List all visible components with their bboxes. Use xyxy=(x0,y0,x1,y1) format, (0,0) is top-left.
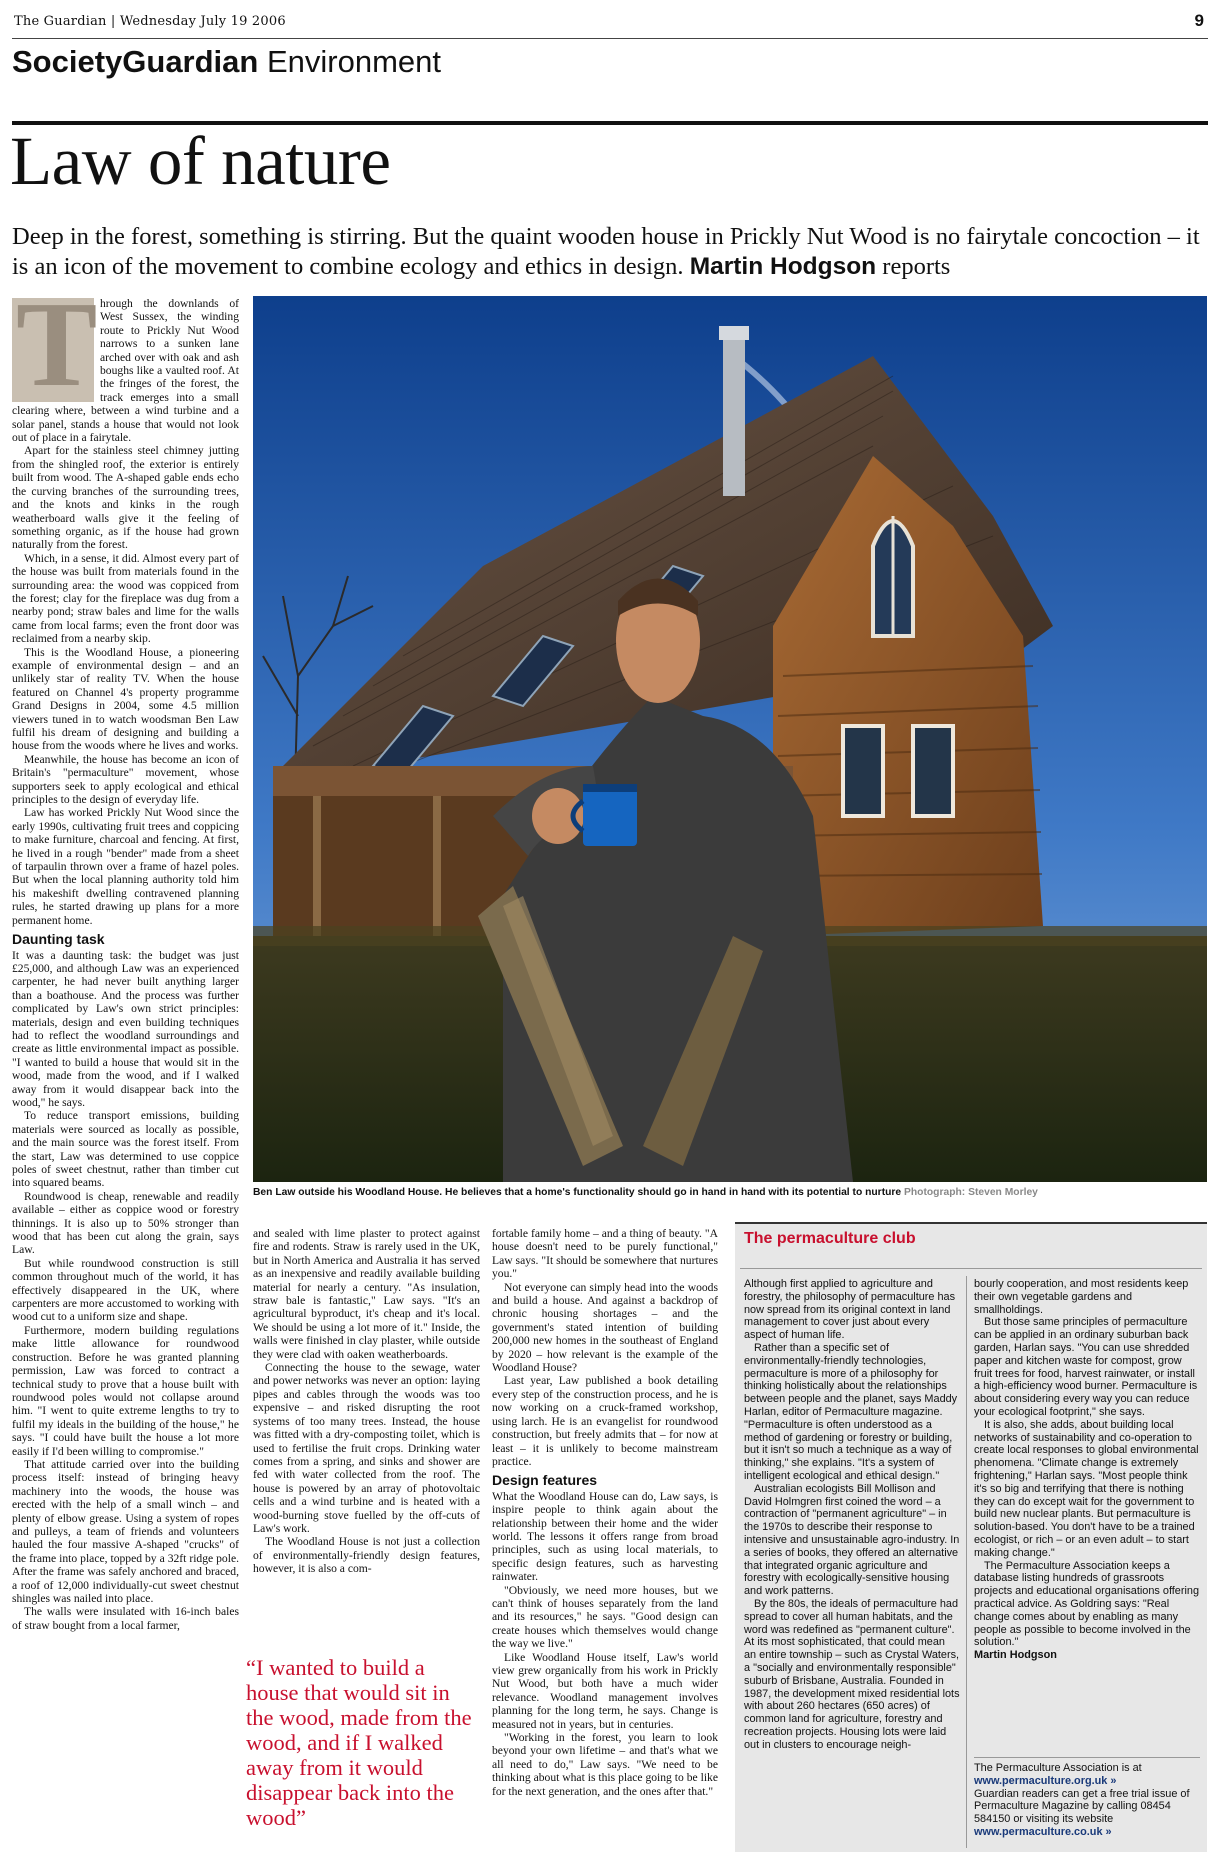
standfirst-text: Deep in the forest, something is stirring. But the quaint wooden house in Prickly Nut Wood is no fairytale concoction – it is an icon of the movement to combine ecology and ethics in design. xyxy=(12,223,1200,280)
paragraph: Which, in a sense, it did. Almost every part of the house was built from materials found in the surrounding area: the wood was coppiced from the forest; clay for the fireplace was dug from a nearby pond; straw bales and lime for the walls came from local farms; even the front door was reclaimed from a nearby skip. xyxy=(12,551,239,646)
page-number: 9 xyxy=(1194,11,1204,30)
section-title-light: Environment xyxy=(258,44,441,79)
paragraph: bourly cooperation, and most residents keep their own vegetable gardens and smallholdings. xyxy=(974,1278,1189,1316)
paragraph: This is the Woodland House, a pioneering example of environmental design – and an unlikely star of reality TV. When the house featured on Channel 4's property programme Grand Designs in 2004, some 4.5 million viewers tuned in to watch woodsman Ben Law fulfil his dream of designing and building a house from the woods where he lives and works. xyxy=(12,645,239,753)
headline: Law of nature xyxy=(10,123,391,199)
paragraph: Furthermore, modern building regulations make little allowance for roundwood construction. Before he was granted planning permission, Law was forced to contract a technical study to prove that a house built with roundwood poles would not collapse around him. "I went to quite extreme lengths to try to fulfil my ideals in the building of the house," he says. "I could have built the house a lot more easily if I'd been willing to compromise." xyxy=(12,1323,239,1458)
pull-quote: “I wanted to build a house that would sit in the wood, made from the wood, and if I walked away from it would disappear back into the wood” xyxy=(246,1655,472,1830)
photo-caption xyxy=(253,1187,1213,1198)
masthead-rule xyxy=(12,38,1208,39)
subheading: Daunting task xyxy=(12,931,105,948)
byline-name: Martin Hodgson xyxy=(689,253,877,280)
article-column-1 xyxy=(12,297,239,1849)
paragraph: Rather than a specific set of environmentally-friendly technologies, permaculture is more of a philosophy for thinking holistically about the relationships between people and the planet, says Maddy Harlan, editor of Permaculture magazine. "Permaculture is often understood as a method of gardening or forestry or building, but it isn't so much a technique as a way of thinking," she explains. "It's a system of intelligent ecological and ethical design." xyxy=(744,1341,958,1482)
paragraph: The Permaculture Association keeps a database listing hundreds of grassroots projects and educational organisations offering practical advice. As Goldring says: "Real change comes about by enabling as many people as possible to become involved in the solution." xyxy=(974,1559,1200,1649)
paragraph: Last year, Law published a book detailing every step of the construction process, and he is now working on a cruck-framed workshop, using larch. He is an evangelist for roundwood construction, but freely admits that – for now at least – it is unlikely to become mainstream practice. xyxy=(492,1374,718,1468)
info-line: Guardian readers can get a free trial issue of Permaculture Magazine by calling 08454 584150 or visiting its website xyxy=(974,1787,1190,1826)
subheading: Design features xyxy=(492,1472,598,1489)
paragraph: "Working in the forest, you learn to look beyond your own lifetime – and that's what we all need to do," Law says. "We need to be thinking about what is this place going to be like for the next generation, and the ones after that." xyxy=(492,1731,718,1798)
paragraph: Meanwhile, the house has become an icon of Britain's "permaculture" movement, whose supporters seek to apply ecological and ethical principles to the design of everyday life. xyxy=(12,752,239,807)
article-column-2 xyxy=(253,1227,480,1657)
paragraph: But while roundwood construction is still common throughout much of the world, it has effectively disappeared in the UK, where carpenters are more accustomed to working with wood cut to a uniform size and shape. xyxy=(12,1256,239,1324)
info-line: The Permaculture Association is at xyxy=(974,1762,1142,1774)
section-title-bold: SocietyGuardian xyxy=(12,44,259,79)
sidebar-title: The permaculture club xyxy=(744,1230,916,1247)
info-box xyxy=(974,1762,1204,1839)
paragraph: But those same principles of permaculture can be applied in an ordinary suburban back garden, Harlan says. "You can use shredded paper and kitchen waste for compost, grow fruit trees for food, harvest rainwater, or install a high-efficiency wood burner. Permaculture is about considering every way you can reduce your ecological footprint," she says. xyxy=(974,1316,1198,1418)
sidebar-column-1 xyxy=(744,1278,960,1846)
standfirst xyxy=(12,222,1212,282)
dropcap-box xyxy=(12,297,100,412)
paragraph: The Woodland House is not just a collection of environmentally-friendly design features, however, it is also a com- xyxy=(253,1535,480,1576)
dropcap-letter: T xyxy=(16,297,98,412)
paragraph: It was a daunting task: the budget was just £25,000, and although Law was an experienced carpenter, he had never built anything larger than a boathouse. And the process was further complicated by Law's own strict principles: materials, design and even building techniques had to reflect the woodland surroundings and create as little environmental impact as possible. "I wanted to build a house that would sit in the wood, made from the wood, and if I walked away from it would disappear back into the wood," he says. xyxy=(12,948,239,1109)
paragraph: and sealed with lime plaster to protect against fire and rodents. Straw is rarely used in the UK, but in North America and Australia it has served as an inexpensive and readily available building material for nearly a century. "As insulation, straw bale is fantastic," Law says. "It's an agricultural byproduct, it's cheap and it's local. We should be using a lot more of it." Inside, the walls were finished in clay plaster, while outside they were clad with oaken weatherboards. xyxy=(253,1227,480,1361)
masthead-date: The Guardian | Wednesday July 19 2006 xyxy=(14,14,286,29)
paragraph: To reduce transport emissions, building materials were sourced as locally as possible, and the main source was the forest itself. From the start, Law was determined to use coppice poles of sweet chestnut, rather than timber cut into squared beams. xyxy=(12,1109,239,1190)
sidebar-byline: Martin Hodgson xyxy=(974,1649,1057,1662)
paragraph: hrough the downlands of West Sussex, the winding route to Prickly Nut Wood narrows to a sunken lane arched over with oak and ash boughs like a vaulted roof. At the fringes of the forest, the track emerges into a small clearing where, between a wind turbine and a solar panel, stands a house that would not look out of place in a fairytale. xyxy=(12,297,239,445)
paragraph: fortable family home – and a thing of beauty. "A house doesn't need to be purely functional," Law says. "It should be somewhere that nurtures you." xyxy=(492,1227,718,1281)
photo-credit: Photograph: Steven Morley xyxy=(901,1187,1038,1198)
info-rule xyxy=(974,1757,1200,1758)
paragraph: That attitude carried over into the building process itself: instead of bringing heavy machinery into the woods, the house was erected with the help of a small winch – and plenty of elbow grease. Using a system of ropes and pulleys, a team of friends and volunteers hauled the four massive A-shaped "crucks" of the frame into place, topped by a 32ft ridge pole. After the frame was safely anchored and braced, a roof of 12,000 individually-cut sweet chestnut shingles was nailed into place. xyxy=(12,1457,239,1605)
paragraph: It is also, she adds, about building local networks of sustainability and co-operation to create local responses to global environmental phenomena. "Climate change is extremely frightening," Harlan says. "Most people think it's so big and terrifying that there is nothing they can do except wait for the government to build new nuclear plants. But permaculture is solution-based. You don't have to be a trained ecologist, or rich – or an even adult – to start making change." xyxy=(974,1418,1199,1559)
sidebar-rule xyxy=(740,1268,1202,1269)
paragraph: What the Woodland House can do, Law says, is inspire people to think again about the relationship between their home and the wider world. The lessons it offers range from broad principles, such as using local materials, to specific design features, such as harvesting rainwater. xyxy=(492,1489,718,1584)
paragraph: The walls were insulated with 16-inch bales of straw bought from a local farmer, xyxy=(12,1605,239,1632)
article-photo xyxy=(253,296,1207,1182)
paragraph: Roundwood is cheap, renewable and readily available – either as coppice wood or forestry thinnings. It is also up to 50% stronger than wood that has been cut along the grain, says Law. xyxy=(12,1189,239,1257)
paragraph: Not everyone can simply head into the woods and build a house. And against a backdrop of chronic housing shortages – and the government's stated intention of building 200,000 new homes in the southeast of England by 2020 – how relevant is the example of the Woodland House? xyxy=(492,1280,718,1375)
paragraph: Apart for the stainless steel chimney jutting from the shingled roof, the exterior is entirely built from wood. The A-shaped gable ends echo the curving branches of the surrounding trees, and the knots and kinks in the rough weatherboard walls give it the feeling of something organic, as if the house had grown naturally from the forest. xyxy=(12,444,239,552)
paragraph: "Obviously, we need more houses, but we can't think of houses separately from the land and its resources," he says. "Good design can create houses which themselves would change the way we live." xyxy=(492,1583,718,1651)
paragraph: Connecting the house to the sewage, water and power networks was never an option: laying pipes and cables through the woods was too expensive – and risked disrupting the root systems of too many trees. Instead, the house was fitted with a dry-composting toilet, which is used to fertilise the fruit crops. Drinking water comes from a spring, and sinks and shower are fed with water collected from the roof. The house is powered by an array of photovoltaic cells and a wind turbine and is heated with a wood-burning stove fuelled by the off-cuts of Law's work. xyxy=(253,1361,480,1535)
caption-text: Ben Law outside his Woodland House. He believes that a home's functionality should go in hand in hand with its potential to nurture xyxy=(253,1187,902,1198)
paragraph: By the 80s, the ideals of permaculture had spread to cover all human habitats, and the word was redefined as "permanent culture". At its most sophisticated, that could mean an entire township – such as Crystal Waters, a "socially and environmentally responsible" suburb of Brisbane, Australia. Founded in 1987, the development mixed residential lots with about 260 hectares (650 acres) of common land for agriculture, forestry and recreation projects. Housing lots were laid out in clusters to encourage neigh- xyxy=(744,1597,960,1751)
sidebar-column-2 xyxy=(974,1278,1200,1754)
sidebar-column-divider xyxy=(966,1276,967,1848)
article-column-3 xyxy=(492,1227,718,1852)
section-title xyxy=(12,44,441,80)
paragraph: Law has worked Prickly Nut Wood since the early 1990s, cultivating fruit trees and coppicing to make furniture, charcoal and fencing. At first, he lived in a rough "bender" made from a sheet of tarpaulin thrown over a frame of hazel poles. But when the local planning authority told him his makeshift dwelling contravened planning rules, he started drawing up plans for a more permanent home. xyxy=(12,806,239,927)
paragraph: Like Woodland House itself, Law's world view grew organically from his work in Prickly Nut Wood, but both have a much wider relevance. Woodland management involves planning for the long term, he says. Change is measured not in years, but in centuries. xyxy=(492,1650,718,1731)
info-link-association[interactable]: www.permaculture.org.uk » xyxy=(974,1774,1117,1787)
paragraph: Although first applied to agriculture and forestry, the philosophy of permaculture has now spread from its original context in land management to cover just about every aspect of human life. xyxy=(744,1278,956,1342)
byline-suffix: reports xyxy=(876,253,951,280)
woodland-house-photo xyxy=(253,296,1207,1182)
info-link-magazine[interactable]: www.permaculture.co.uk » xyxy=(974,1825,1112,1838)
paragraph: Australian ecologists Bill Mollison and David Holmgren first coined the word – a contraction of "permanent agriculture" – in the 1970s to describe their response to intensive and unsustainable agro-industry. In a series of books, they offered an alternative that integrated organic agriculture and forestry with ecologically-sensitive housing and work patterns. xyxy=(744,1482,960,1598)
